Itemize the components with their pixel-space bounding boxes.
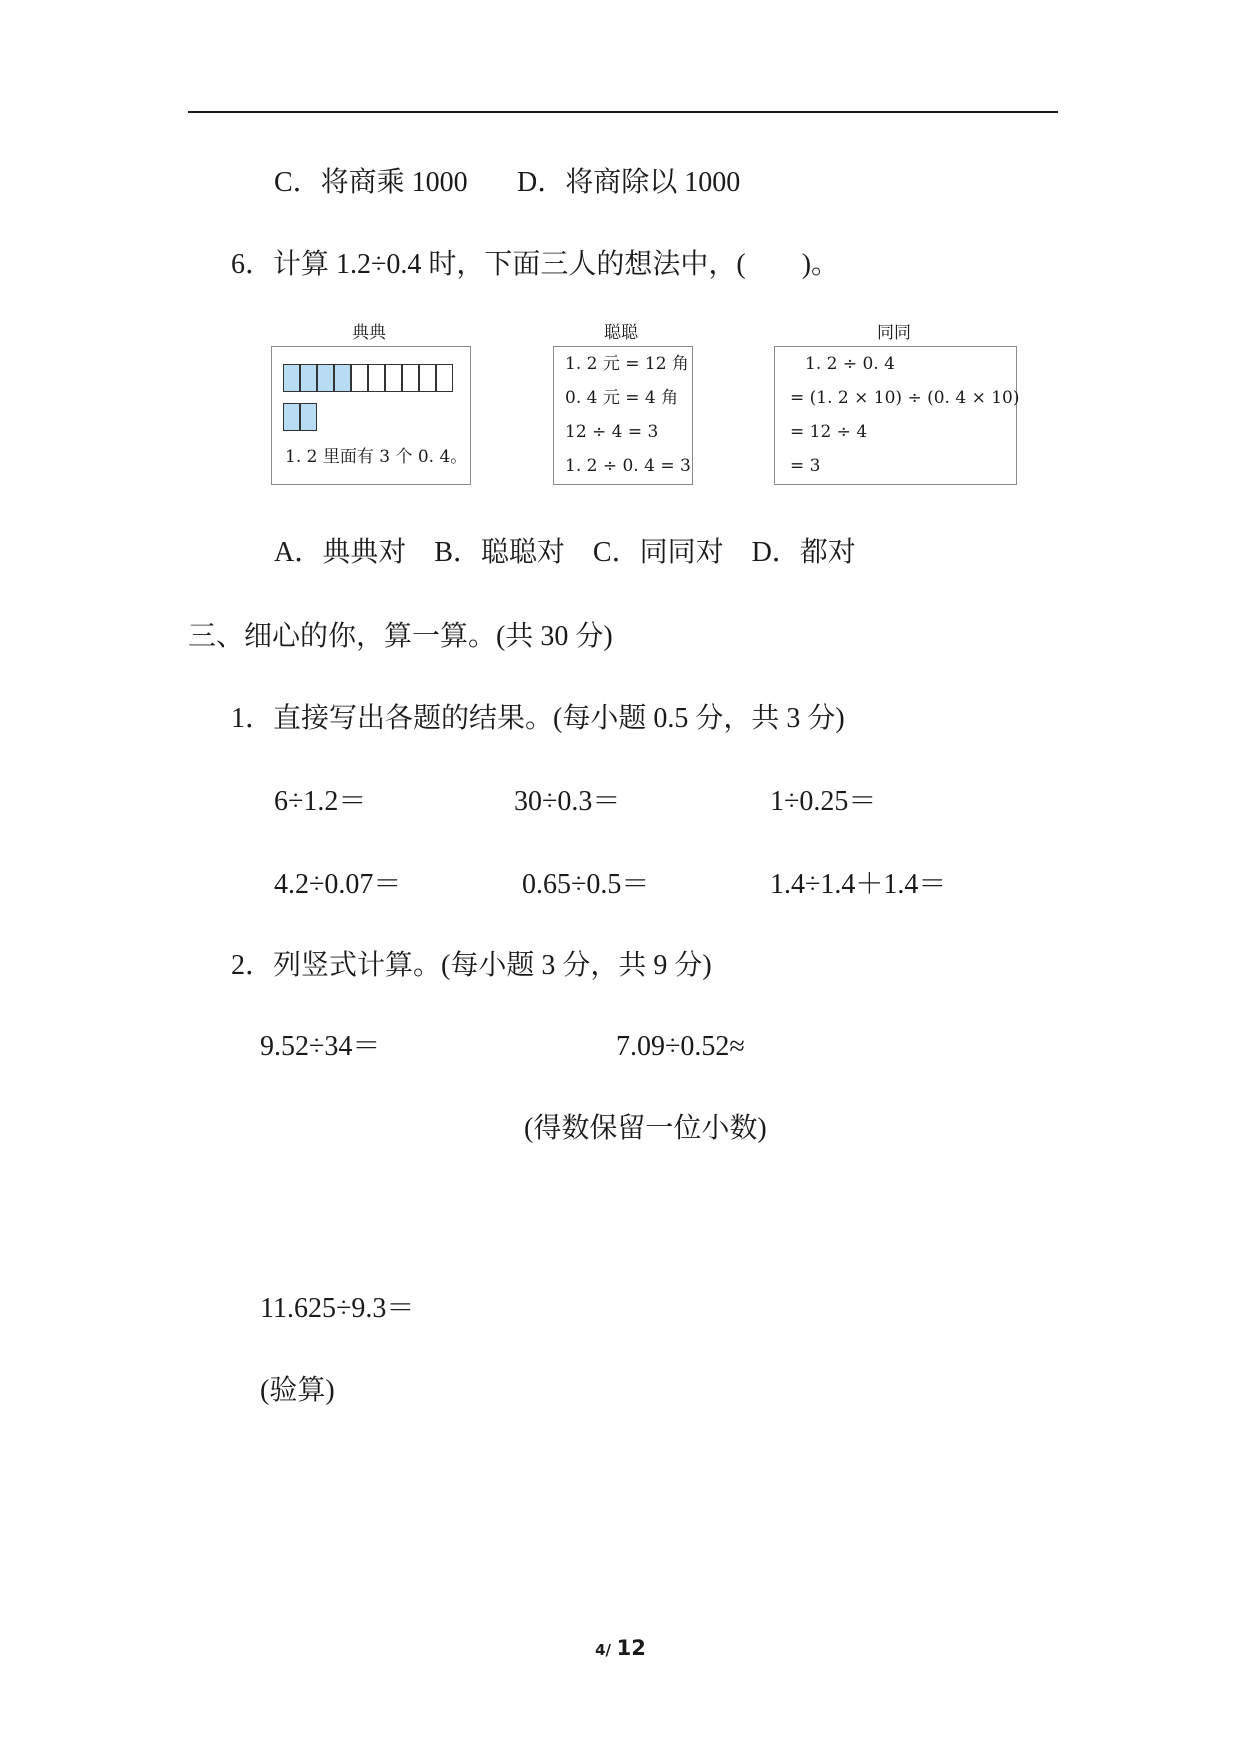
diandian-title: 典典: [352, 323, 386, 343]
q2-item: 9.52÷34＝: [260, 1031, 381, 1062]
grid-cell: [283, 403, 300, 431]
tongtong-line: = (1. 2 × 10) ÷ (0. 4 × 10): [790, 388, 1020, 408]
tongtong-box: [774, 346, 1020, 485]
q2-stem: 2．列竖式计算。(每小题 3 分，共 9 分): [231, 950, 712, 981]
grid-cell: [283, 364, 300, 392]
grid-cell: [402, 364, 419, 392]
q2-check-label: (验算): [260, 1375, 335, 1406]
q1-item: 1.4÷1.4＋1.4＝: [770, 869, 947, 900]
grid-cell: [300, 364, 317, 392]
q2-round-note: (得数保留一位小数): [524, 1113, 767, 1144]
congcong-line: 0. 4 元 = 4 角: [565, 388, 679, 408]
header-rule: [188, 111, 1058, 113]
q2-item: 7.09÷0.52≈: [616, 1031, 745, 1062]
diandian-note: 1. 2 里面有 3 个 0. 4。: [285, 447, 468, 467]
q5-option-c: C．将商乘 1000: [274, 167, 468, 198]
page-number: [0, 1636, 1241, 1660]
q1-item: 0.65÷0.5＝: [522, 869, 650, 900]
tongtong-line: 1. 2 ÷ 0. 4: [805, 354, 895, 374]
grid-cell: [436, 364, 453, 392]
q1-item: 1÷0.25＝: [770, 786, 877, 817]
q5-option-d: D．将商除以 1000: [517, 167, 741, 198]
q1-item: 6÷1.2＝: [274, 786, 367, 817]
grid-cell: [317, 364, 334, 392]
grid-cell: [300, 403, 317, 431]
diandian-box: [271, 346, 471, 485]
congcong-title: 聪聪: [604, 323, 638, 343]
q1-item: 30÷0.3＝: [514, 786, 621, 817]
q2-item: 11.625÷9.3＝: [260, 1293, 415, 1324]
grid-cell: [334, 364, 351, 392]
q1-item: 4.2÷0.07＝: [274, 869, 402, 900]
section3-title: 三、细心的你，算一算。(共 30 分): [188, 621, 613, 652]
congcong-line: 1. 2 元 = 12 角: [565, 354, 689, 374]
congcong-box: [553, 346, 693, 485]
page-current: 4/: [595, 1641, 612, 1659]
q6-options: A．典典对 B．聪聪对 C．同同对 D．都对: [274, 537, 856, 568]
q1-stem: 1．直接写出各题的结果。(每小题 0.5 分，共 3 分): [231, 703, 845, 734]
page-total: 12: [616, 1636, 646, 1660]
congcong-line: 12 ÷ 4 = 3: [565, 422, 659, 442]
congcong-line: 1. 2 ÷ 0. 4 = 3: [565, 456, 691, 476]
grid-cell: [368, 364, 385, 392]
grid-cell: [351, 364, 368, 392]
grid-cell: [385, 364, 402, 392]
tongtong-title: 同同: [877, 323, 911, 343]
tongtong-line: = 3: [790, 456, 821, 476]
tongtong-line: = 12 ÷ 4: [790, 422, 868, 442]
grid-cell: [419, 364, 436, 392]
q6-stem: 6．计算 1.2÷0.4 时，下面三人的想法中，( )。: [231, 249, 840, 280]
